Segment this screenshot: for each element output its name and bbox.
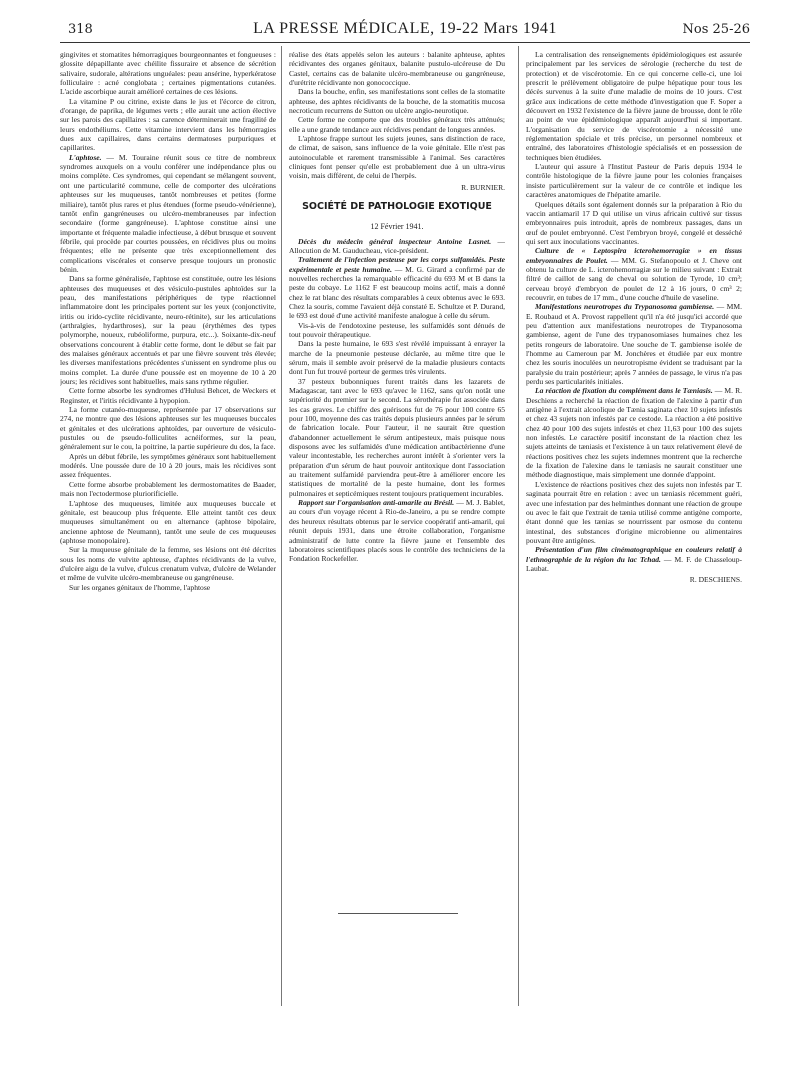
paragraph bbox=[289, 498, 505, 563]
column-divider bbox=[518, 46, 519, 1006]
page-header bbox=[60, 20, 750, 43]
text-column-left bbox=[60, 50, 276, 1010]
paragraph: L'existence de réactions positives chez des sujets non infestés par T. saginata pourrait être en relation : avec un tæniasis récemment guéri, avec une infestation par des helminthes donnant une réaction de groupe ou avec le fait que l'extrait de tænia utilisé comme antigène comporte, étant donné que les tænias se nourrissent par osmose du contenu intestinal, des substances d'origine microbienne ou alimentaires pouvant être antigènes. bbox=[526, 479, 742, 545]
paragraph: L'auteur qui assure à l'Institut Pasteur de Paris depuis 1934 le contrôle histologique de la fièvre jaune pour les colonies françaises insiste particulièrement sur la valeur de ce contrôle et indique les caractères anatomiques de l'hépatite amarile. bbox=[526, 162, 742, 200]
paragraph: La vitamine P ou citrine, existe dans le jus et l'écorce de citron, d'orange, de paprika, de légumes verts ; elle aurait une action élective sur les parois des capillaires : sa carence déterminerait une fragilité de leurs endothéliums. Cette vitamine intervient dans les hémorragies dues aux capillaires, dans certains dermatoses purpuriques et capillarites. bbox=[60, 96, 276, 153]
end-rule bbox=[338, 913, 458, 914]
text-column-right bbox=[526, 50, 742, 1010]
paragraph: Sur les organes génitaux de l'homme, l'aphtose bbox=[69, 582, 211, 592]
paragraph: La forme cutanéo-muqueuse, représentée par 17 observations sur 274, ne montre que des lésions aphteuses sur les muqueuses buccales et génitales et des ulcérations aphtoïdes, par ouverture de vésiculo-pustules ou de pseudo-folliculites acnéiformes, sur la peau, généralement sur le cou, la poitrine, la partie supérieure du dos, la face. bbox=[60, 405, 276, 452]
paragraph: Dans la bouche, enfin, ses manifestations sont celles de la stomatite aphteuse, des aphtes récidivants de la bouche, de la stomatitis mucosa necroticum recurrens de Sutton ou ulcère angio-neurotique. bbox=[289, 87, 505, 116]
paragraph-body: — MM. E. Roubaud et A. Provost rappellent qu'il n'a été jusqu'ici accordé que peu d'attention aux manifestations neurotropes de Trypanosoma gambiense, agent de l'une des trypanosomiases humaines chez les petits rongeurs de laboratoire. Une souche de T. gambiense isolée de l'homme au Cameroun par M. Jonchères et étudiée par eux montre chez les souris inoculées un neurotropisme évident se traduisant par la paralysie du train postérieur; après 7 années de passage, le virus n'a pas perdu ses particularités initiales. bbox=[526, 302, 742, 387]
author-signature: R. DESCHIENS. bbox=[689, 575, 742, 585]
paragraph: Vis-à-vis de l'endotoxine pesteuse, les sulfamidés sont dénués de tout pouvoir thérapeutique. bbox=[289, 320, 505, 339]
paragraph-body: — M. G. Girard a confirmé par de nouvelles recherches la remarquable efficacité du 693 M et B dans la peste du cobaye. Le 1162 F est beaucoup moins actif, mais a donné chez le rat blanc des résultats comparables à ceux obtenus avec le 693. Chez la souris, comme l'avaient déjà constaté E. Schultze et P. Durand, le 693 est doué d'une activité manifeste analogue à celle du sérum. bbox=[289, 264, 505, 321]
run-in-heading: L'aphtose. bbox=[69, 152, 102, 162]
paragraph bbox=[526, 246, 742, 302]
paragraph: Quelques détails sont également donnés sur la préparation à Rio du vaccin antiamaril 17 D qui utilise un virus africain cultivé sur tissus embryonnaires puis introduit, après de nombreux passages, dans un œuf de poulet embryonné. C'est l'embryon broyé, congelé et desséché qui sert aux inoculations vaccinantes. bbox=[526, 199, 742, 246]
text-column-middle bbox=[289, 50, 505, 1010]
run-in-heading: Rapport sur l'organisation anti-amarile au Brésil. bbox=[298, 498, 455, 508]
section-heading: SOCIÉTÉ DE PATHOLOGIE EXOTIQUE bbox=[302, 201, 492, 213]
paragraph bbox=[526, 386, 742, 479]
paragraph: Après un début fébrile, les symptômes généraux sont habituellement modérés. Une poussée dure de 10 à 20 jours, mais les récidives sont assez fréquentes. bbox=[60, 451, 276, 480]
paragraph-body: — M. J. Bablet, au cours d'un voyage récent à Rio-de-Janeiro, a pu se rendre compte des heureux résultats obtenus par le service coopératif anti-amaril, qui réunit depuis 1931, dans une étroite collaboration, l'organisme administratif de lutte contre la fièvre jaune et l'ensemble des laboratoires scientifiques placés sous le contrôle des techniciens de la Fondation Rockefeller. bbox=[289, 498, 505, 564]
paragraph: gingivites et stomatites hémorragiques bourgeonnantes et fongueuses : glossite dépapillante avec chéilite fissuraire et absence de sécrétion salivaire, sudorale, altérations unguéales: peau ansérine, hyperkératose folliculaire : acné conglobata ; certaines pigmentations cutanées. L'acide ascorbique aurait amélioré certaines de ces lésions. bbox=[60, 50, 276, 97]
page-number: 318 bbox=[68, 22, 93, 37]
paragraph bbox=[526, 302, 742, 386]
paragraph bbox=[60, 153, 276, 274]
paragraph: Dans la peste humaine, le 693 s'est révélé impuissant à enrayer la marche de la pneumonie pesteuse déclarée, au même titre que le sérum, mais il semble avoir préservé de la maladie plusieurs contacts dont l'un fut trouvé porteur de germes très virulents. bbox=[289, 339, 505, 377]
paragraph: L'aphtose des muqueuses, limitée aux muqueuses buccale et génitale, est beaucoup plus fréquente. Elle atteint tantôt ces deux muqueuses simultanément ou en alternance (aphtose bipolaire, ancienne aphtose de Neumann), tantôt une seule de ces muqueuses (aphtose monopolaire). bbox=[60, 498, 276, 545]
paragraph: Cette forme absorbe les syndromes d'Hulusi Behcet, de Weckers et Reginster, et l'iritis récidivante à hypopion. bbox=[60, 386, 276, 405]
paragraph: Dans sa forme généralisée, l'aphtose est constituée, outre les lésions aphteuses des muqueuses et des vésiculo-pustules aphtoïdes sur la peau, des manifestations périphériques de type réactionnel inflammatoire dont les principales portent sur les yeux (conjonctivite, iritis ou irido-cyclite récidivante, neuro-rétinite), sur les articulations (arthralgies, hydarthroses), sur la peau (érythèmes des types polymorphe, noueux, rubéoliforme, purpura, etc...). Soixante-dix-neuf observations concourent à établir cette forme, dont le début se fait par des malaises généraux accentués et par une fièvre souvent très élevée; les diverses manifestations précédentes s'unissent en syndrome plus ou moins complet. La durée d'une poussée est en moyenne de 10 à 20 jours; les récidives sont habituelles, mais sans rythme régulier. bbox=[60, 274, 276, 387]
paragraph bbox=[289, 237, 505, 256]
paragraph bbox=[289, 255, 505, 320]
run-in-heading: Décès du médecin général inspecteur Antoine Lasnet. bbox=[298, 236, 492, 246]
paragraph-body: — Allocution de M. Gauducheau, vice-président. bbox=[289, 236, 505, 255]
paragraph-body: — M. Touraine réunit sous ce titre de nombreux syndromes auxquels on a voulu conférer une indépendance plus ou moins complète. Ces syndromes, qui cependant se mélangent souvent, ont une particularité commune, celle de comporter des ulcérations aphteuses sur les muqueuses, tantôt nombreuses et petites (forme miliaire), tantôt plus rares et plus étendues (forme pseudo-vénérienne), tantôt enfin gangréneuses ou ulcéro-membraneuses par infection secondaire (forme gangréneuse). L'aphtose constitue ainsi une importante et fréquente maladie infectieuse, à début brusque et souvent fébrile, qui procède par courtes poussées, en récidives plus ou moins fréquentes; elle ne présente que très exceptionnellement des complications viscérales et conserve presque toujours un pronostic bénin. bbox=[60, 152, 276, 274]
run-in-heading: La réaction de fixation du complément dans le Tæniasis. bbox=[535, 386, 713, 396]
paragraph bbox=[526, 545, 742, 573]
run-in-heading: Culture de « Leptospira icterohemorragiæ » en tissus embryonnaires de Poulet. bbox=[526, 246, 742, 265]
paragraph: réalise des états appelés selon les auteurs : balanite aphteuse, aphtes récidivantes des organes génitaux, balanite pustulo-ulcéreuse de Du Castel, certains cas de balanite ulcéro-membraneuse ou gangréneuse, d'urétrite récidivante non gonococcique. bbox=[289, 50, 505, 88]
paragraph-body: — MM. G. Stefanopoulo et J. Cheve ont obtenu la culture de L. icterohemorragiæ sur le milieu suivant : Extrait filtré de caillot de sang de cheval ou solution de Tyrode, 10 cm³; cerveau broyé d'embryon de poulet de 12 à 16 jours, 0 cm³ 2; recouvrir, en tubes de 17 mm., d'une couche d'huile de vaseline. bbox=[526, 255, 742, 302]
paragraph: Sur la muqueuse génitale de la femme, ses lésions ont été décrites sous les noms de vulvite aphteuse, d'aphtes récidivants de la vulve, d'ulcère aigu de la vulve, d'ulcus crenatum vulvæ, d'ulcère de Welander et même de vulvite ulcéro-membraneuse ou gangréneuse. bbox=[60, 545, 276, 583]
column-divider bbox=[281, 46, 282, 1006]
issue-number: Nos 25-26 bbox=[682, 22, 750, 37]
paragraph-body: — M. F. de Chasseloup-Laubat. bbox=[526, 554, 742, 573]
journal-title: LA PRESSE MÉDICALE, 19-22 Mars 1941 bbox=[253, 20, 557, 37]
paragraph: Cette forme absorbe probablement les dermostomatites de Baader, mais non l'ectodermose pluriorificielle. bbox=[60, 479, 276, 499]
paragraph: La centralisation des renseignements épidémiologiques est assurée principalement par les services de sérologie (recherche du test de protection) et de viscérotomie. En ce qui concerne celle-ci, une loi prescrit le prélèvement obligatoire de pulpe hépatique pour tous les décès survenus à la suite d'une maladie de moins de 10 jours. C'est grâce aux indications de cette méthode d'investigation que F. Soper a découvert en 1932 l'existence de la fièvre jaune de brousse, dont le rôle au point de vue épidémiologique apparaît aujourd'hui si important. L'organisation du service de viscérotomie a nécessité une réglementation spéciale et très précise, un personnel nombreux et entraîné, des laboratoires d'histologie spécialisés et en possession de techniques bien étudiées. bbox=[526, 50, 742, 162]
run-in-heading: Manifestations neurotropes du Trypanosoma gambiense. bbox=[535, 302, 715, 312]
paragraph: Cette forme ne comporte que des troubles généraux très atténués; elle a une grande tendance aux récidives pendant de longues années. bbox=[289, 115, 505, 134]
paragraph: L'aphtose frappe surtout les sujets jeunes, sans distinction de race, de climat, de saison, sans influence de la voie génitale. Elle n'est pas autoinoculable et rarement transmissible à l'animal. Ses caractères cliniques font penser qu'elle est probablement due à un ultra-virus voisin, mais différent, de celui de l'herpès. bbox=[289, 134, 505, 181]
paragraph: 37 pesteux bubonniques furent traités dans les lazarets de Madagascar, tant avec le 693 qu'avec le 1162, sans qu'on notât une supériorité du premier sur le second. La sérothérapie fut associée dans les cas graves. Le chiffre des guérisons fut de 76 pour 100 contre 65 pour 100, moyenne des cas traités depuis plusieurs années par le sérum de fabrication locale. Pour l'auteur, il ne saurait être question d'abandonner actuellement le sérum antipesteux, mais puisque nous disposons avec les sulfamidés d'une médication antibactérienne d'une valeur incontestable, les recherches auront intérêt à s'orienter vers la préparation d'un sérum de haut pouvoir antitoxique dont l'association au traitement sulfamidé parviendra peut-être à améliorer encore les statistiques de mortalité de la peste humaine, dont les formes pulmonaires et septicémiques restent toujours pratiquement incurables. bbox=[289, 376, 505, 498]
author-signature: R. BURNIER. bbox=[461, 182, 505, 192]
session-date: 12 Février 1941. bbox=[370, 222, 424, 232]
run-in-heading: Traitement de l'infection pesteuse par les corps sulfamidés. Peste expérimentale et peste humaine. bbox=[289, 255, 505, 274]
run-in-heading: Présentation d'un film cinématographique en couleurs relatif à l'ethnographie de la région du lac Tchad. bbox=[526, 545, 742, 564]
paragraph-body: — M. R. Deschiens a recherché la réaction de fixation de l'alexine à partir d'un antigène à l'extrait alcoolique de Tænia saginata chez 10 sujets infestés et chez 43 sujets non infestés par ce cestode. La réaction a été positive chez 40 pour 100 des sujets infestés et chez 11,63 pour 100 des sujets non infestés. Le caractère positif inconstant de la réaction chez les sujets atteints de tæniasis et l'existence à un taux relativement élevé de réactions positives chez les sujets indemnes montrent que la recherche de la fixation de l'alexine dans le tæniasis ne saurait constituer une méthode diagnostique, mais simplement une donnée d'appoint. bbox=[526, 386, 742, 480]
